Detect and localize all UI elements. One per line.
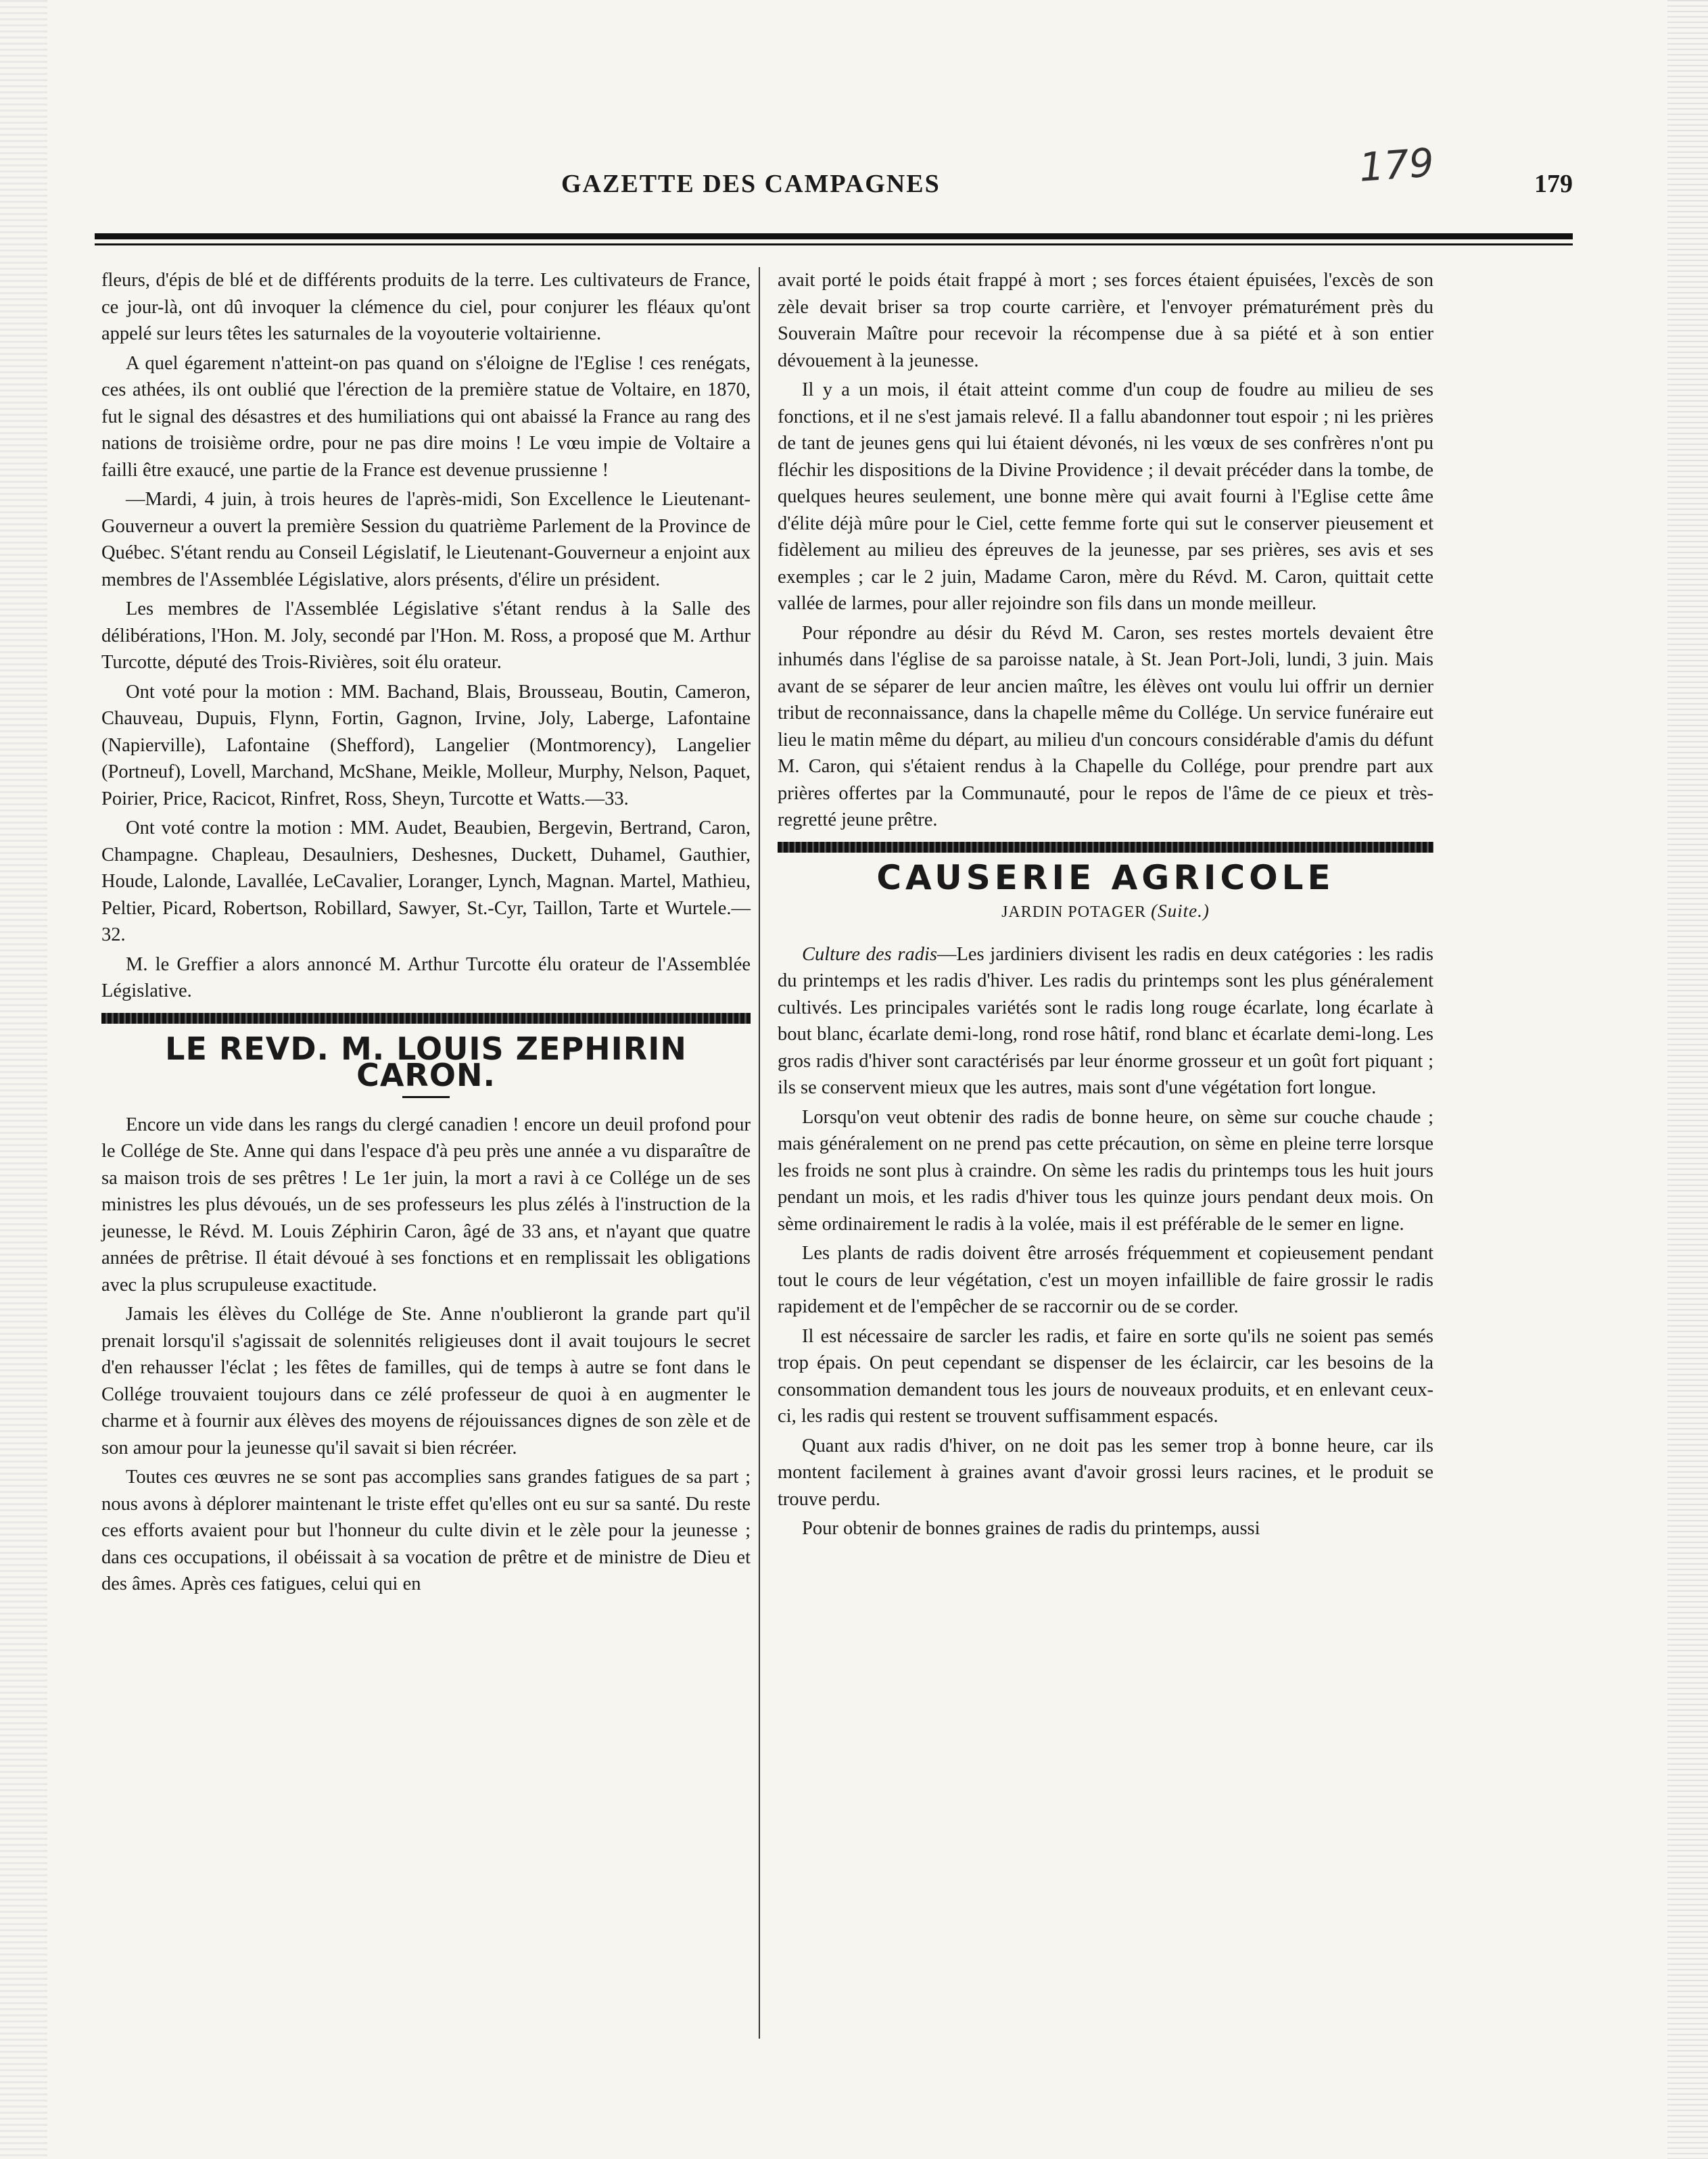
heading-underline xyxy=(402,1096,450,1098)
paragraph: Lorsqu'on veut obtenir des radis de bonne heure, on sème sur couche chaude ; mais généralement on ne prend pas cette précaution, on sème en pleine terre lorsque les froids ne sont plus à craindre. On sème les radis du printemps tous les huit jours pendant un mois, et les radis d'hiver tous les quinze jours pendant deux mois. On sème ordinairement le radis à la volée, mais il est préférable de le semer en ligne. xyxy=(778,1106,1433,1235)
subheading-main: JARDIN POTAGER xyxy=(1001,903,1147,921)
header-rule-thick xyxy=(95,233,1573,239)
paragraph: Jamais les élèves du Collége de Ste. Anne n'oublieront la grande part qu'il prenait lorsqu'il s'agissait de solennités religieuses dont il avait toujours le secret d'en rehausser l'éclat ; les fêtes de familles, qui de temps à autre se font dans le Collége trouvaient toujours dans ce zélé professeur de quoi à en augmenter le charme et à fournir aux élèves des moyens de réjouissances dignes de son zèle et de son amour pour la jeunesse qu'il savait si bien récréer. xyxy=(101,1304,751,1458)
obituary-heading: LE REVD. M. LOUIS ZEPHIRIN CARON. xyxy=(165,1030,687,1093)
paragraph: Les membres de l'Assemblée Législative s'étant rendus à la Salle des délibérations, l'Hon. M. Joly, secondé par l'Hon. M. Ross, a proposé que M. Arthur Turcotte, député des Trois-Rivières, soit élu orateur. xyxy=(101,598,751,673)
page-number: 179 xyxy=(1534,170,1573,198)
paragraph: Ont voté pour la motion : MM. Bachand, Blais, Brousseau, Boutin, Cameron, Chauveau, Dupuis, Flynn, Fortin, Gagnon, Irvine, Joly, Laberge, Lafontaine (Napierville), Lafontaine (Shefford), Langelier (Montmorency), Langelier (Portneuf), Lovell, Marchand, McShane, Meikle, Molleur, Murphy, Nelson, Paquet, Poirier, Price, Racicot, Rinfret, Ross, Sheyn, Turcotte et Watts.—33. xyxy=(101,681,751,809)
section-divider xyxy=(778,842,1433,853)
paragraph: Pour obtenir de bonnes graines de radis du printemps, aussi xyxy=(802,1518,1260,1539)
paragraph xyxy=(778,941,1433,1101)
subheading-suite: (Suite.) xyxy=(1151,901,1210,921)
paragraph: fleurs, d'épis de blé et de différents produits de la terre. Les cultivateurs de France, ce jour-là, ont dû invoquer la clémence du ciel, pour conjurer les fléaux qu'ont appelé sur leurs têtes les saturnales de la voyouterie voltairienne. xyxy=(101,270,751,344)
left-column xyxy=(101,267,751,1600)
paragraph: —Mardi, 4 juin, à trois heures de l'après-midi, Son Excellence le Lieutenant-Gouverneur a ouvert la première Session du quatrième Parlement de la Province de Québec. S'étant rendu au Conseil Législatif, le Lieutenant-Gouverneur a enjoint aux membres de l'Assemblée Législative, alors présents, d'élire un président. xyxy=(101,489,751,590)
running-title: GAZETTE DES CAMPAGNES xyxy=(561,170,941,198)
scan-edge-left xyxy=(0,0,47,2159)
subheading xyxy=(778,898,1433,926)
handwritten-page-number: 179 xyxy=(1357,139,1436,191)
paragraph: Toutes ces œuvres ne se sont pas accomplies sans grandes fatigues de sa part ; nous avons à déplorer maintenant le triste effet qu'elles ont eu sur sa santé. Du reste ces efforts avaient pour but l'honneur du culte divin et le zèle pour la jeunesse ; dans ces occupations, il obéissait à sa vocation de prêtre et de ministre de Dieu et des âmes. Après ces fatigues, celui qui en xyxy=(101,1467,751,1594)
right-column xyxy=(778,267,1433,1545)
paragraph-body: —Les jardiniers divisent les radis en deux catégories : les radis du printemps et les radis d'hiver. Les radis du printemps sont les plus généralement cultivés. Les principales variétés sont le radis long rouge écarlate, long écarlate à bout blanc, écarlate demi-long, rond rose hâtif, rond blanc et écarlate demi-long. Les gros radis d'hiver sont caractérisés par leur énorme grosseur et un goût fort piquant ; ils se conservent mieux que les autres, mais sont d'une végétation fort longue. xyxy=(778,943,1434,1098)
running-head xyxy=(95,169,1573,216)
paragraph: Quant aux radis d'hiver, on ne doit pas les semer trop à bonne heure, car ils montent facilement à graines avant d'avoir grossi leurs racines, et le produit se trouve perdu. xyxy=(778,1435,1433,1510)
paragraph: Il est nécessaire de sarcler les radis, et faire en sorte qu'ils ne soient pas semés trop épais. On peut cependant se dispenser de les éclaircir, car les besoins de la consommation demandent tous les jours de nouveaux produits, et en enlevant ceux-ci, les radis qui restent se trouvent suffisamment espacés. xyxy=(778,1325,1433,1427)
paragraph: M. le Greffier a alors annoncé M. Arthur Turcotte élu orateur de l'Assemblée Législative. xyxy=(101,953,751,1001)
causerie-heading: CAUSERIE AGRICOLE xyxy=(876,857,1335,897)
scan-edge-right xyxy=(1667,0,1708,2159)
section-divider xyxy=(101,1013,751,1024)
paragraph-lead: Culture des radis xyxy=(802,943,937,965)
paragraph: A quel égarement n'atteint-on pas quand on s'éloigne de l'Eglise ! ces renégats, ces athées, ils ont oublié que l'érection de la première statue de Voltaire, en 1870, fut le signal des désastres et des humiliations qui ont abaissé la France au rang des nations de troisième ordre, pour ne pas dire moins ! Le vœu impie de Voltaire a failli être exaucé, une partie de la France est devenue prussienne ! xyxy=(101,352,751,481)
column-divider xyxy=(759,267,760,2039)
paragraph: avait porté le poids était frappé à mort ; ses forces étaient épuisées, l'excès de son zèle devait briser sa trop courte carrière, et l'envoyer prématurément près du Souverain Maître pour recevoir la récompense due à sa piété et à son entier dévouement à la jeunesse. xyxy=(778,270,1433,371)
paragraph: Encore un vide dans les rangs du clergé canadien ! encore un deuil profond pour le Collége de Ste. Anne qui dans l'espace d'à peu près une année a vu disparaître de sa maison trois de ses prêtres ! Le 1er juin, la mort a ravi à ce Collége un de ses ministres les plus dévoués, un de ses professeurs les plus zélés à l'instruction de la jeunesse, le Révd. M. Louis Zéphirin Caron, âgé de 33 ans, et n'ayant que quatre années de prêtrise. Il était dévoué à ses fonctions et en remplissait les obligations avec la plus scrupuleuse exactitude. xyxy=(101,1114,751,1296)
header-rule-thin xyxy=(95,243,1573,245)
paragraph: Ont voté contre la motion : MM. Audet, Beaubien, Bergevin, Bertrand, Caron, Champagne. Chapleau, Desaulniers, Deshesnes, Duckett, Duhamel, Gauthier, Houde, Lalonde, Lavallée, LeCavalier, Loranger, Lynch, Magnan. Martel, Mathieu, Peltier, Picard, Robertson, Robillard, Sawyer, St.-Cyr, Taillon, Tarte et Wurtele.—32. xyxy=(101,817,751,945)
paragraph: Les plants de radis doivent être arrosés fréquemment et copieusement pendant tout le cours de leur végétation, c'est un moyen infaillible de faire grossir le radis rapidement et de l'empêcher de se raccornir ou de se corder. xyxy=(778,1243,1433,1317)
paragraph: Pour répondre au désir du Révd M. Caron, ses restes mortels devaient être inhumés dans l'église de sa paroisse natale, à St. Jean Port-Joli, lundi, 3 juin. Mais avant de se séparer de leur ancien maître, les élèves ont voulu lui offrir un dernier tribut de reconnaissance, dans la chapelle même du Collége. Un service funéraire eut lieu le matin même du départ, au milieu d'un concours considérable d'amis du défunt M. Caron, qui s'étaient rendus à la Chapelle du Collége, pour prendre part aux prières offertes par la Communauté, pour le repos de l'âme de ce pieux et très-regretté jeune prêtre. xyxy=(778,622,1433,830)
paragraph: Il y a un mois, il était atteint comme d'un coup de foudre au milieu de ses fonctions, et il ne s'est jamais relevé. Il a fallu abandonner tout espoir ; ni les prières de tant de jeunes gens qui lui étaient dévonés, ni les vœux de ses confrères n'ont pu fléchir les dispositions de la Divine Providence ; il devait précéder dans la tombe, de quelques heures seulement, une bonne mère qui avait fourni à l'Eglise cette âme d'élite déjà mûre pour le Ciel, cette femme forte qui sut le conserver pieusement et fidèlement au milieu des épreuves de la jeunesse, par ses prières, ses avis et ses exemples ; car le 2 juin, Madame Caron, mère du Révd. M. Caron, quittait cette vallée de larmes, pour aller rejoindre son fils dans un monde meilleur. xyxy=(778,379,1433,614)
